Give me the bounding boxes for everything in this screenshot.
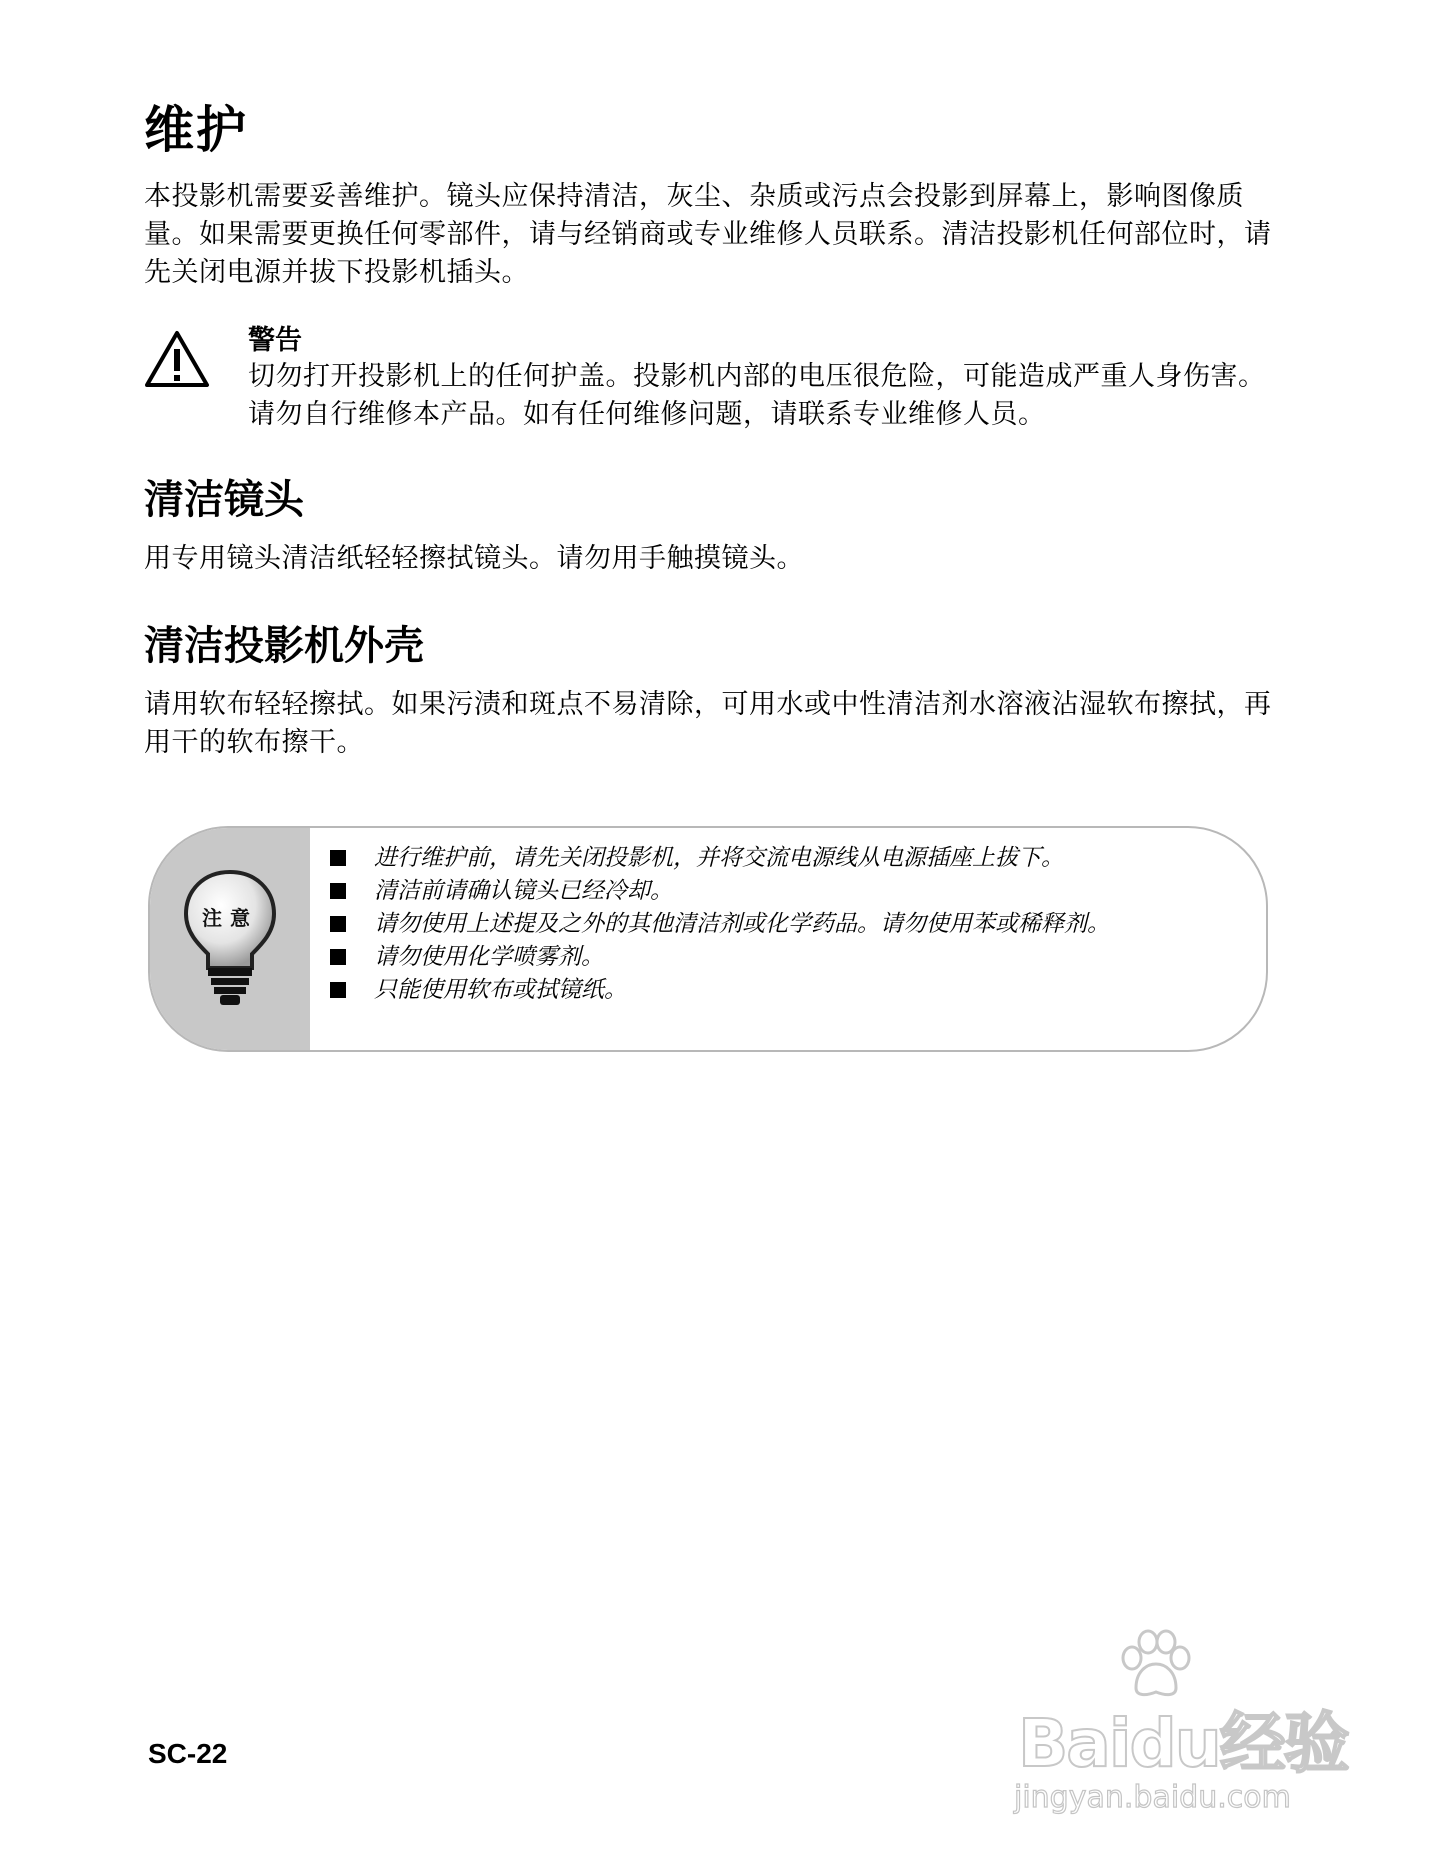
paw-icon: [1114, 1628, 1194, 1698]
list-item: [326, 875, 1110, 908]
note-item-text: 请勿使用化学喷雾剂。: [374, 944, 604, 970]
watermark-logo: Baidu经验: [1018, 1705, 1348, 1782]
list-item: [326, 908, 1110, 941]
section-text-lens: 用专用镜头清洁纸轻轻擦拭镜头。请勿用手触摸镜头。: [144, 543, 804, 574]
warning-text: 切勿打开投影机上的任何护盖。投影机内部的电压很危险，可能造成严重人身伤害。请勿自行维修本产品。如有任何维修问题，请联系专业维修人员。: [248, 361, 1266, 430]
note-box: [148, 826, 1268, 1052]
page-title: 维护: [144, 101, 248, 159]
warning-title: 警告: [248, 325, 302, 356]
watermark-url: jingyan.baidu.com: [1014, 1780, 1291, 1815]
list-item: [326, 842, 1110, 875]
bullet-square-icon: [330, 982, 346, 998]
section-text-housing: 请用软布轻轻擦拭。如果污渍和斑点不易清除，可用水或中性清洁剂水溶液沾湿软布擦拭，再用干的软布擦干。: [144, 689, 1272, 758]
note-list: [326, 842, 1110, 1007]
note-label: 注意: [202, 906, 258, 930]
list-item: [326, 941, 1110, 974]
section-heading-lens: 清洁镜头: [144, 477, 304, 523]
bullet-square-icon: [330, 883, 346, 899]
note-item-text: 进行维护前，请先关闭投影机，并将交流电源线从电源插座上拔下。: [374, 845, 1064, 871]
lightbulb-icon: [180, 868, 280, 1008]
bullet-square-icon: [330, 916, 346, 932]
warning-triangle-icon: [144, 330, 210, 388]
intro-paragraph: 本投影机需要妥善维护。镜头应保持清洁，灰尘、杂质或污点会投影到屏幕上，影响图像质量。如果需要更换任何零部件，请与经销商或专业维修人员联系。清洁投影机任何部位时，请先关闭电源并拔下投影机插头。: [144, 181, 1272, 288]
note-sidebar: [150, 828, 310, 1050]
note-item-text: 清洁前请确认镜头已经冷却。: [374, 878, 673, 904]
list-item: [326, 974, 1110, 1007]
baidu-watermark: [1010, 1628, 1348, 1828]
bullet-square-icon: [330, 850, 346, 866]
note-item-text: 请勿使用上述提及之外的其他清洁剂或化学药品。请勿使用苯或稀释剂。: [374, 911, 1110, 937]
note-item-text: 只能使用软布或拭镜纸。: [374, 977, 627, 1003]
bullet-square-icon: [330, 949, 346, 965]
section-heading-housing: 清洁投影机外壳: [144, 623, 424, 669]
page-number: SC-22: [148, 1738, 228, 1769]
